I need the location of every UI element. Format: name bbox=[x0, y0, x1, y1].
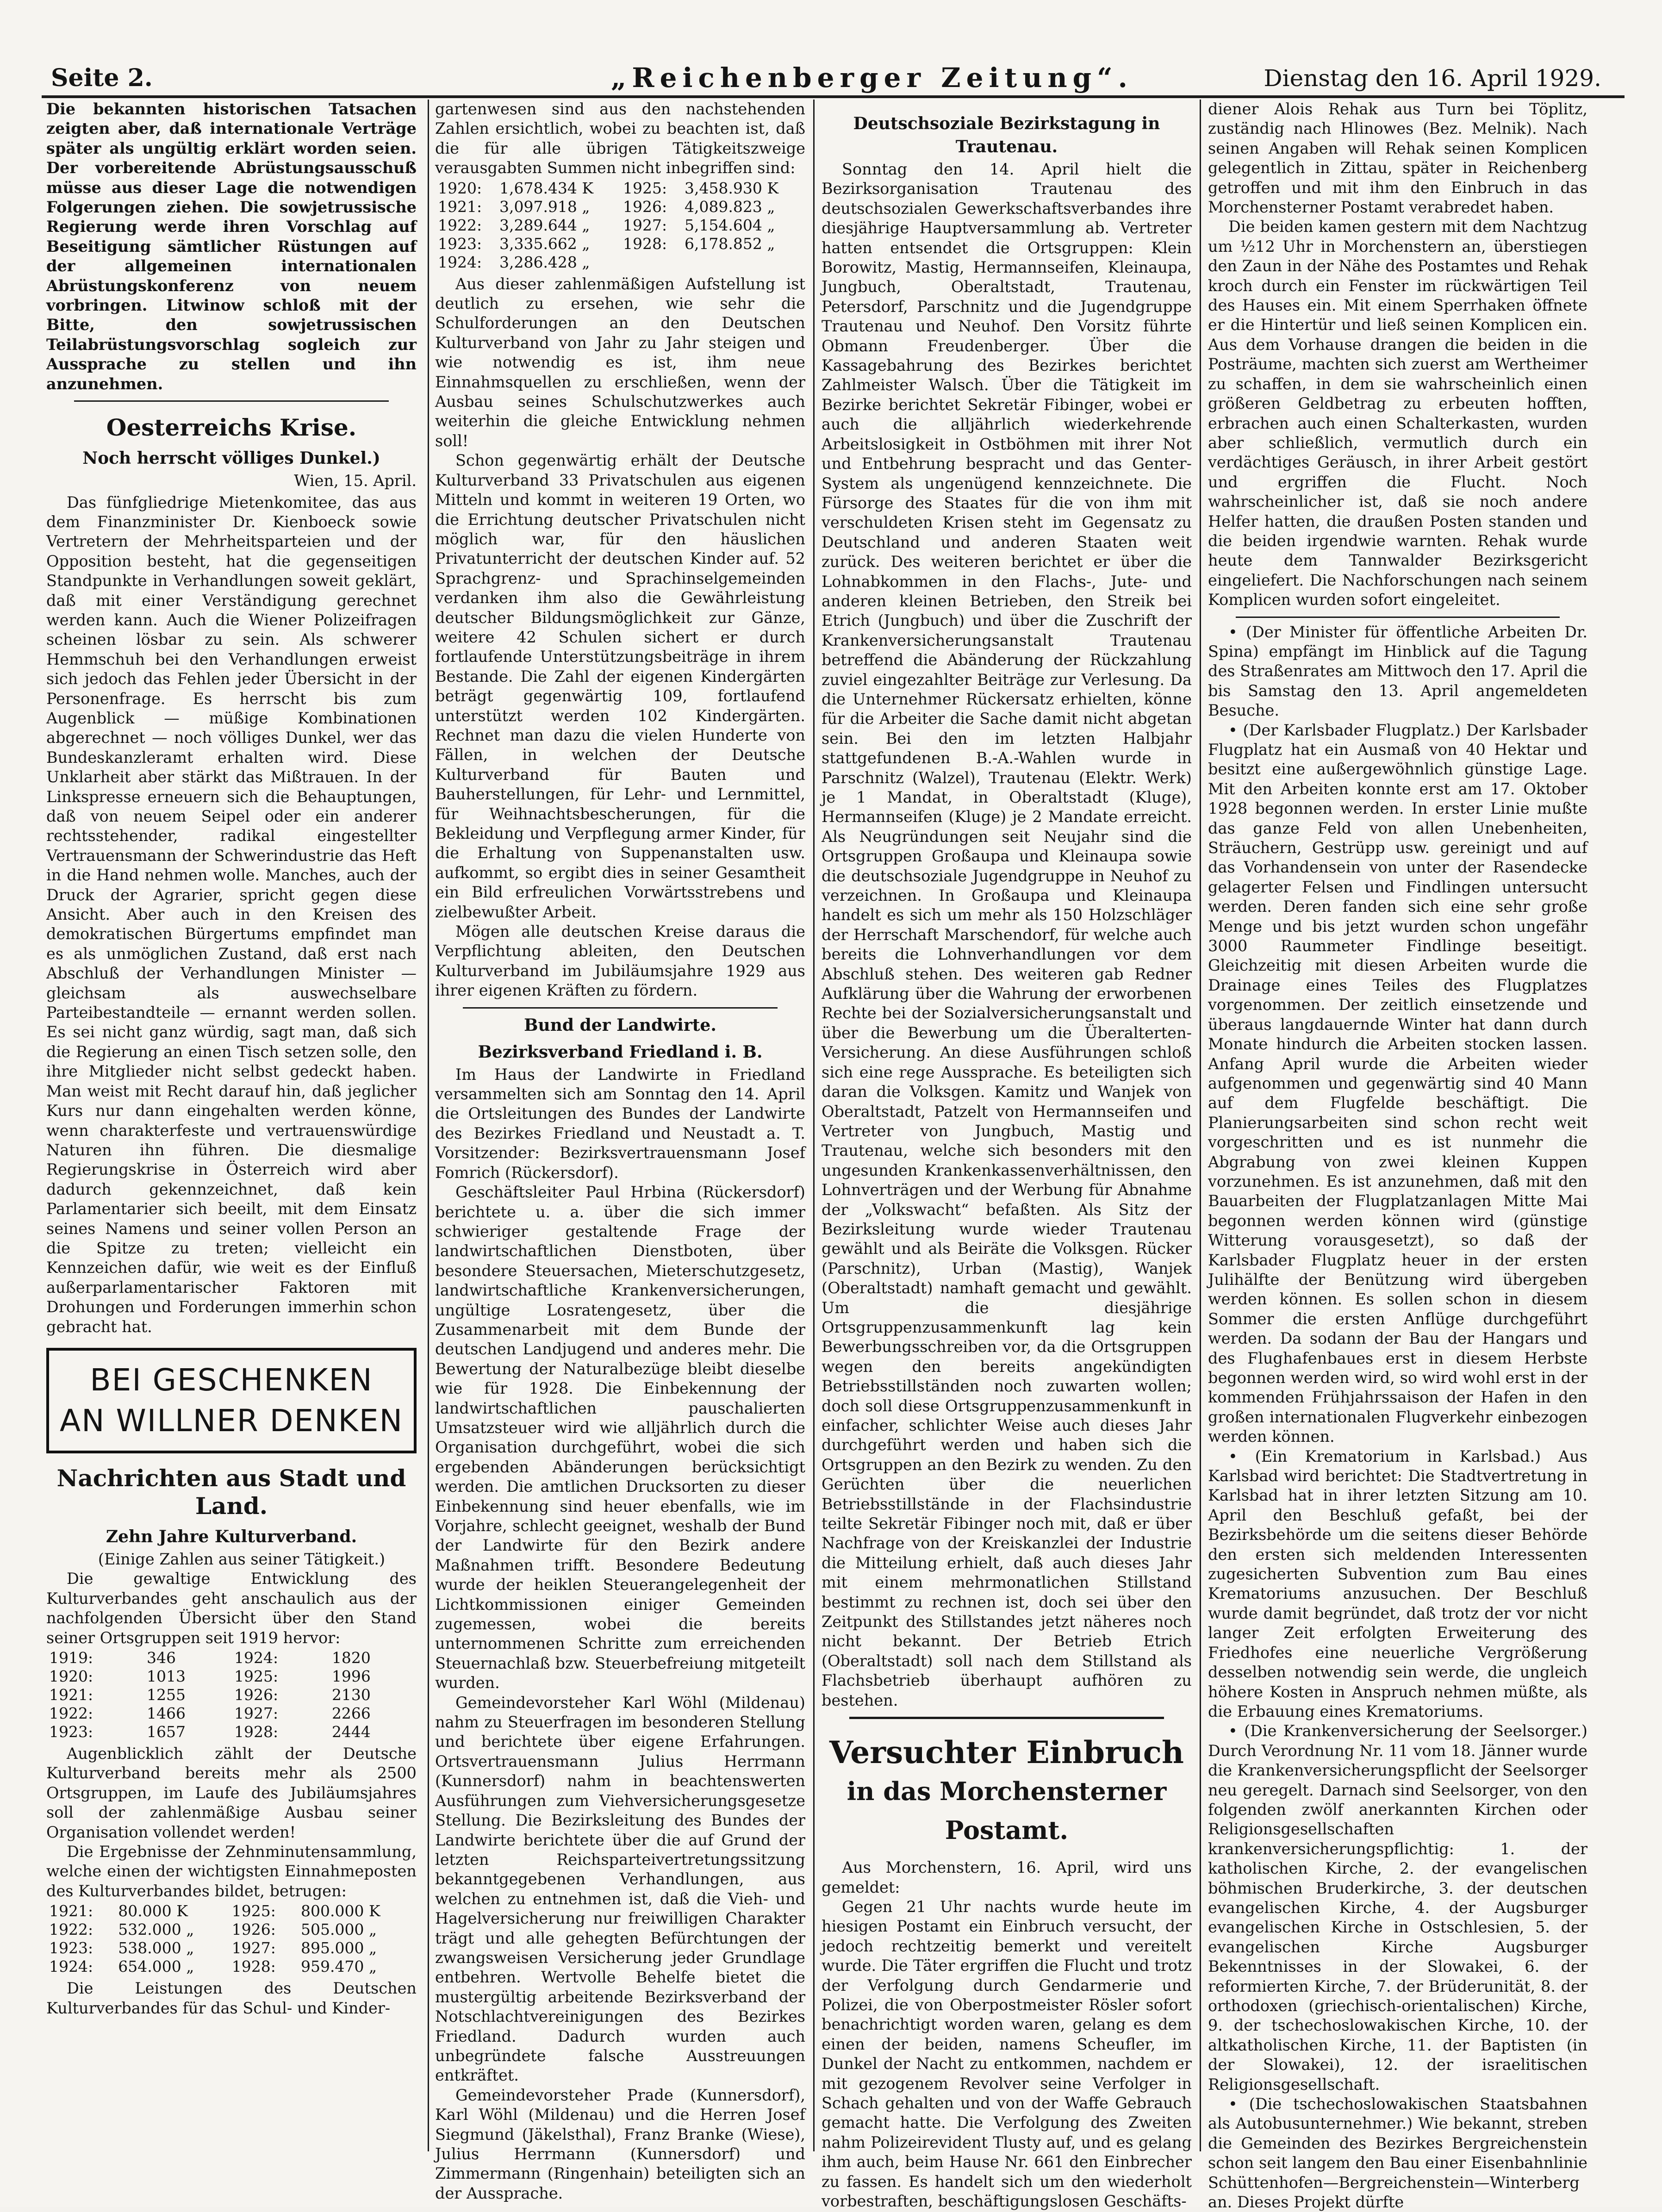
news-item: • (Die Krankenversicherung der Seelsorger.) Durch Verordnung Nr. 11 vom 18. Jänner wurde die Krankenversicherungspflicht der Seelsorger neu geregelt. Darnach sind Seelsorger, von den folgenden zwölf anerkannten Kirchen oder Religionsgesellschaften krankenversicherungspflichtig: 1. der katholischen Kirche, 2. der evangelischen böhmischen Bruderkirche, 3. der deutschen evangelischen Kirche, 4. der Augsburger evangelischen Kirche in Ostschlesien, 5. der evangelischen Kirche Augsburger Bekenntnisses in der Slowakei, 6. der reformierten Kirche, 7. der Brüderunität, 8. der orthodoxen (griechisch-orientalischen) Kirche, 9. der tschechoslowakischen Kirche, 10. der altkatholischen Kirche, 11. der Baptisten (in der Slowakei), 12. der israelitischen Religionsgesellschaft. bbox=[1208, 1722, 1587, 2094]
table-row: 1922: 1466 1927: 2266 bbox=[49, 1704, 371, 1722]
table-row: 1921: 3,097.918 „ 1926: 4,089.823 „ bbox=[438, 197, 775, 216]
article-paragraph: Die beiden kamen gestern mit dem Nachtzug um ½12 Uhr in Morchenstern an, überstiegen den Zaun in der Nähe des Postamtes und Rehak kroch durch ein Fenster im rückwärtigen Teil des Hauses ein. Mit einem Sperrhaken öffnete er die Hintertür und ließ seinen Komplicen ein. Aus dem Vorhause drangen die beiden in die Posträume, machten sich zuerst am Wertheimer zu schaffen, in dem sie wahrscheinlich einen größeren Geldbetrag zu erbeuten hofften, erbrachen auch einen Schalterkasten, wurden aber schließlich, vermutlich durch ein verdächtiges Geräusch, in ihrer Arbeit gestört und ergriffen die Flucht. Noch wahrscheinlicher ist, daß sie noch andere Helfer hatten, die draußen Posten standen und die beiden irgendwie warnten. Rehak wurde heute dem Tannwalder Bezirksgericht eingeliefert. Die Nachforschungen nach seinem Komplicen wurden sofort eingeleitet. bbox=[1208, 218, 1587, 609]
separator bbox=[1236, 617, 1560, 618]
table-row: 1921: 1255 1926: 2130 bbox=[49, 1686, 371, 1704]
article-text: Die bekannten historischen Tatsachen zeigten aber, daß internationale Verträge später als ungültig erklärt worden seien. Der vorbereitende Abrüstungsausschuß müsse aus dieser Lage die notwendigen Folgerungen ziehen. Die sowjetrussische Regierung werde ihren Vorschlag auf Beseitigung sämtlicher Rüstungen auf der allgemeinen internationalen Abrüstungskonferenz von neuem vorbringen. Litwinow schloß mit der Bitte, den sowjetrussischen Teilabrüstungsvorschlag sogleich zur Aussprache zu stellen und ihn anzunehmen. bbox=[46, 100, 417, 393]
table-row: 1920: 1013 1925: 1996 bbox=[49, 1667, 371, 1685]
article-paragraph: Gegen 21 Uhr nachts wurde heute im hiesigen Postamt ein Einbruch versucht, der jedoch rechtzeitig bemerkt und vereitelt wurde. Die Täter ergriffen die Flucht und trotz der Verfolgung durch Gendarmerie und Polizei, die von Oberpostmeister Rösler sofort benachrichtigt worden waren, gelang es dem einen der beiden, namens Scheufler, im Dunkel der Nacht zu entkommen, nachdem er mit gezogenem Revolver seine Verfolger in Schach gehalten und von der Waffe Gebrauch gemacht hatte. Die Verfolgung des Zweiten nahm Polizeirevident Tlusty auf, und es gelang ihm auch, beim Hause Nr. 661 den Einbrecher zu fassen. Es handelt sich um den wiederholt vorbestraften, beschäftigungslosen Geschäfts- bbox=[822, 1897, 1192, 2210]
article-headline: Oesterreichs Krise. bbox=[106, 414, 357, 442]
headline-line: in das Morchensterner Postamt. bbox=[847, 1776, 1167, 1845]
column-divider bbox=[813, 100, 815, 2151]
table-row: 1924: 654.000 „ 1928: 959.470 „ bbox=[49, 1957, 377, 1976]
news-item: • (Die tschechoslowakischen Staatsbahnen als Autobusunternehmer.) Wie bekannt, streben die Gemeinden des Bezirkes Bergreichenstein schon seit langem den Bau einer Eisenbahnlinie Schüttenhofen—Bergreichenstein—Winterberg an. Dieses Projekt dürfte bbox=[1208, 2095, 1587, 2212]
article-paragraph: gartenwesen sind aus den nachstehenden Zahlen ersichtlich, wobei zu beachten ist, daß die für alle übrigen Tätigkeitszweige verausgabten Summen nicht inbegriffen sind: bbox=[435, 100, 805, 177]
article-paragraph: Mögen alle deutschen Kreise daraus die Verpflichtung ableiten, den Deutschen Kulturverband im Jubiläumsjahre 1929 aus ihrer eigenen Kräften zu fördern. bbox=[435, 922, 805, 1000]
table-row: 1923: 538.000 „ 1927: 895.000 „ bbox=[49, 1939, 377, 1957]
article-headline: Deutschsoziale Bezirkstagung in bbox=[853, 114, 1160, 133]
table-row: 1923: 3,335.662 „ 1928: 6,178.852 „ bbox=[438, 234, 775, 253]
stats-table bbox=[46, 1902, 417, 1976]
article-headline bbox=[822, 1734, 1192, 1849]
issue-date: Dienstag den 16. April 1929. bbox=[1264, 65, 1601, 92]
section-headline: Nachrichten aus Stadt und Land. bbox=[56, 1464, 406, 1520]
ad-line: BEI GESCHENKEN bbox=[90, 1362, 373, 1398]
table-row: 1919: 346 1924: 1820 bbox=[49, 1649, 371, 1667]
table-row: 1921: 80.000 K 1925: 800.000 K bbox=[49, 1902, 380, 1920]
table-row: 1922: 532.000 „ 1926: 505.000 „ bbox=[49, 1920, 377, 1939]
newspaper-title: „Reichenberger Zeitung“. bbox=[611, 62, 1133, 93]
stats-table bbox=[435, 179, 805, 272]
article-paragraph: Das fünfgliedrige Mietenkomitee, das aus dem Finanzminister Dr. Kienboeck sowie Vertretern der Mehrheitsparteien und der Opposition besteht, hat die gegenseitigen Standpunkte in Verhandlungen soweit geklärt, daß mit einer Verständigung gerechnet werden kann. Auch die Wiener Polizeifragen scheinen lösbar zu sein. Als schwerer Hemmschuh bei den Verhandlungen erweist sich jedoch das Fehlen jeder Übersicht in der Personenfrage. Es herrscht bis zum Augenblick — müßige Kombinationen abgerechnet — noch völliges Dunkel, wer das Bundeskanzleramt erhalten wird. Diese Unklarheit aber stärkt das Mißtrauen. In der Linkspresse erneuern sich die Behauptungen, daß von neuem Seipel oder ein anderer rechtsstehender, radikal eingestellter Vertrauensmann der Schwerindustrie das Heft in die Hand nehmen wolle. Manches, auch der Druck der Agrarier, spricht gegen diese Ansicht. Aber auch in den Kreisen des demokratischen Bürgertums empfindet man es als unmöglichen Zustand, daß erst nach Abschluß der Verhandlungen Minister — gleichsam als auswechselbare Parteibestandteile — ernannt werden sollen. Es sei nicht ganz würdig, sagt man, daß sich die Regierung an einen Tisch setzen solle, den ihre Mitglieder nicht selbst gedeckt haben. Man weist mit Recht darauf hin, daß jeglicher Kurs nur dann eingehalten werden könne, wenn charakterfeste und vertrauenswürdige Naturen ihn führen. Die diesmalige Regierungskrise in Österreich wird aber dadurch gekennzeichnet, daß kein Parlamentarier sich beeilt, mit dem Einsatz seines Namens und seiner vollen Person an die Spitze zu treten; vielleicht ein Kennzeichen dafür, wie weit es der Einfluß außerparlamentarischer Faktoren mit Drohungen und Forderungen immerhin schon gebracht hat. bbox=[46, 493, 417, 1336]
masthead bbox=[32, 56, 1615, 97]
article-paragraph: Augenblicklich zählt der Deutsche Kulturverband bereits mehr als 2500 Ortsgruppen, im Laufe des Jubiläumsjahres soll der zahlenmäßige Ausbau seiner Organisation vollendet werden! bbox=[46, 1745, 417, 1841]
table-row: 1922: 3,289.644 „ 1927: 5,154.604 „ bbox=[438, 216, 775, 234]
article-headline: Zehn Jahre Kulturverband. bbox=[106, 1527, 357, 1546]
table-row: 1923: 1657 1928: 2444 bbox=[49, 1723, 371, 1741]
article-subhead: Bezirksverband Friedland i. B. bbox=[478, 1042, 763, 1062]
column-2 bbox=[435, 100, 805, 2202]
article-paragraph: Geschäftsleiter Paul Hrbina (Rückersdorf) berichtete u. a. über die sich immer schwieriger gestaltende Frage der landwirtschaftlichen Dienstboten, über besondere Steuersachen, Mieterschutzgesetz, landwirtschaftliche Krankenversicherungen, ungültige Losratengesetz, über die Zusammenarbeit mit dem Bunde der deutschen Landjugend und anderes mehr. Die Bewertung der Naturalbezüge bleibt dieselbe wie für 1928. Die Einbekennung der landwirtschaftlichen pauschalierten Umsatzsteuer wird wie alljährlich durch die Organisation durchgeführt, wobei die sich ergebenden Abänderungen berücksichtigt werden. Die amtlichen Drucksorten zu dieser Einbekennung sind heuer ebenfalls, wie im Vorjahre, schlecht geeignet, weshalb der Bund der Landwirte für den Bezirk andere Maßnahmen trifft. Besondere Bedeutung wurde der heiklen Steuerangelegenheit der Lichtkommissionen einiger Gemeinden zugemessen, wobei die bereits unternommenen Schritte zum erreichenden Steuernachlaß bzw. Steuerbefreiung mitgeteilt wurden. bbox=[435, 1183, 805, 1692]
table-row: 1920: 1,678.434 K 1925: 3,458.930 K bbox=[438, 179, 779, 197]
article-paragraph: Die Ergebnisse der Zehnminutensammlung, welche einen der wichtigsten Einnahmeposten des Kulturverbandes bildet, betrugen: bbox=[46, 1843, 417, 1900]
table-row: 1924: 3,286.428 „ bbox=[438, 253, 590, 271]
article-paragraph: Gemeindevorsteher Karl Wöhl (Mildenau) nahm zu Steuerfragen im besonderen Stellung und berichtete über eigene Erfahrungen. Ortsvertrauensmann Julius Herrmann (Kunnersdorf) nahm in beachtenswerten Ausführungen zum Viehversicherungsgesetze Stellung. Die Bezirksleitung des Bundes der Landwirte berichtete über die auf Grund der letzten Reichsparteivertretungssitzung bekanntgegebenen Verhandlungen, aus welchen zu entnehmen ist, daß die Vieh- und Hagelversicherung nur freiwilligen Charakter trägt und alle gehegten Befürchtungen der zwangsweisen Versicherung jeder Grundlage entbehren. Wertvolle Behelfe bietet die mustergültig arbeitende Bezirksverband der Notschlachtvereinigungen des Bezirkes Friedland. Dadurch wurden auch unbegründete falsche Ausstreuungen entkräftet. bbox=[435, 1693, 805, 2085]
article-paragraph: Sonntag den 14. April hielt die Bezirksorganisation Trautenau des deutschsozialen Gewerkschaftsverbandes ihre diesjährige Hauptversammlung ab. Vertreter hatten entsendet die Ortsgruppen: Klein Borowitz, Mastig, Hermannseifen, Kleinaupa, Jungbuch, Oberaltstadt, Trautenau, Petersdorf, Parschnitz und die Jugendgruppe Trautenau und Neuhof. Den Vorsitz führte Obmann Freudenberger. Über die Kassagebahrung des Bezirkes berichtet Zahlmeister Walsch. Über die Tätigkeit im Bezirke berichtet Sekretär Fibinger, wobei er auch die alljährlich wiederkehrende Arbeitslosigkeit in Ostböhmen mit ihrer Not und Entbehrung bespracht und das Genter-System als ungenügend kennzeichnete. Die Fürsorge des Staates für die von ihm mit verschuldeten Krisen steht im Gegensatz zu Deutschland und anderen Staaten weit zurück. Des weiteren berichtet er über die Lohnabkommen in den Flachs-, Jute- und anderen kleinen Betrieben, den Streik bei Etrich (Jungbuch) und über die Zuschrift der Krankenversicherungsanstalt Trautenau betreffend die Abänderung der Rückzahlung zuviel eingezahlter Beiträge zur Verlesung. Da die Unternehmer Rückersatz erhielten, könne für die Arbeiter die Sache damit nicht abgetan sein. Bei den im letzten Halbjahr stattgefundenen B.-A.-Wahlen wurde in Parschnitz (Walzel), Trautenau (Elektr. Werk) je 1 Mandat, in Oberaltstadt (Kluge), Hermannseifen (Kluge) je 2 Mandate erreicht. Als Neugründungen seit Neujahr sind die Ortsgruppen Großaupa und Kleinaupa sowie die deutschsoziale Jugendgruppe in Neuhof zu verzeichnen. In Großaupa und Kleinaupa handelt es sich um mehr als 150 Holzschläger der Herrschaft Marschendorf, für welche auch bereits die Lohnverhandlungen vor dem Abschluß stehen. Des weiteren gab Redner Aufklärung über die Wahrung der erworbenen Rechte bei der Sozialversicherungsanstalt und über die Bewerbung um die Überalterten-Versicherung. An diese Ausführungen schloß sich eine rege Aussprache. Es beteiligten sich daran die Volksgen. Kamitz und Wanjek von Oberaltstadt, Patzelt von Hermannseifen und Vertreter von Jungbuch, Mastig und Trautenau, welche sich besonders mit den ungesunden Krankenkassenverhältnissen, den Lohnverträgen und der Werbung für Abnahme der „Volkswacht“ befaßten. Als Sitz der Bezirksleitung wurde wieder Trautenau gewählt und als Beiräte die Volksgen. Rücker (Parschnitz), Urban (Mastig), Wanjek (Oberaltstadt) namhaft gemacht und gewählt. Um die diesjährige Ortsgruppenzusammenkunft lag kein Bewerbungsschreiben vor, da die Ortsgruppen wegen den bereits angekündigten Betriebsstillständen noch zuwarten wollen; doch soll diese Ortsgruppenzusammenkunft in einfacher, schlichter Weise auch dieses Jahr durchgeführt werden und haben sich die Ortsgruppen an den Bezirk zu wenden. Zu den Gerüchten über die neuerlichen Betriebsstillstände in der Flachsindustrie teilte Sekretär Fibinger noch mit, daß er über Nachfrage von der Kreiskanzlei der Industrie die Mitteilung erhielt, daß auch dieses Jahr mit einem mehrmonatlichen Stillstand bestimmt zu rechnen ist, doch sei über den Zeitpunkt des Stillstandes jetzt näheres noch nicht bekannt. Der Betrieb Etrich (Oberaltstadt) soll nach dem Stillstand als Flachsbetrieb überhaupt aufhören zu bestehen. bbox=[822, 160, 1192, 1709]
headline-line: Versuchter Einbruch bbox=[829, 1734, 1184, 1771]
advertisement bbox=[46, 1348, 417, 1453]
dateline: Wien, 15. April. bbox=[294, 472, 417, 490]
article-paragraph: Die Leistungen des Deutschen Kulturverbandes für das Schul- und Kinder- bbox=[46, 1979, 417, 2017]
article-paragraph: Im Haus der Landwirte in Friedland versammelten sich am Sonntag den 14. April die Ortsleitungen des Bundes der Landwirte des Bezirkes Friedland und Neustadt a. T. Vorsitzender: Bezirksvertrauensmann Josef Fomrich (Rückersdorf). bbox=[435, 1065, 805, 1182]
column-1 bbox=[46, 100, 417, 2151]
stats-table bbox=[46, 1649, 417, 1741]
article-paragraph: Gemeindevorsteher Prade (Kunnersdorf), Karl Wöhl (Mildenau) und die Herren Josef Siegmund (Jäkelsthal), Franz Branke (Wiese), Julius Herrmann (Kunnersdorf) und Zimmermann (Ringenhain) beteiligten sich an der Aussprache. bbox=[435, 2086, 805, 2202]
article-subhead: (Einige Zahlen aus seiner Tätigkeit.) bbox=[98, 1550, 386, 1568]
dateline: Aus Morchenstern, 16. April, wird uns gemeldet: bbox=[822, 1858, 1192, 1896]
ad-line: AN WILLNER DENKEN bbox=[60, 1402, 403, 1439]
article-headline: Bund der Landwirte. bbox=[524, 1015, 716, 1035]
column-3 bbox=[822, 100, 1192, 2210]
separator bbox=[463, 1007, 778, 1009]
news-item: • (Ein Krematorium in Karlsbad.) Aus Karlsbad wird berichtet: Die Stadtvertretung in Karlsbad hat in ihrer letzten Sitzung am 10. April den Beschluß gefaßt, bei der Bezirksbehörde um die seitens dieser Behörde den ersten sich meldenden Interessenten zugesicherten Subvention zum Bau eines Krematoriums anzusuchen. Der Beschluß wurde damit begründet, daß trotz der vor nicht langer Zeit erfolgten Erweiterung des Friedhofes eine neuerliche Vergrößerung desselben notwendig sein werde, die ungleich höhere Kosten in Anspruch nehmen müßte, als die Erbauung eines Krematoriums. bbox=[1208, 1447, 1587, 1720]
article-headline: Trautenau. bbox=[955, 137, 1058, 156]
article-paragraph: Schon gegenwärtig erhält der Deutsche Kulturverband 33 Privatschulen aus eigenen Mitteln und kommt in weiteren 19 Orten, wo die Errichtung deutscher Privatschulen nicht möglich war, für den häuslichen Privatunterricht der deutschen Kinder auf. 52 Sprachgrenz- und Sprachinselgemeinden verdanken ihm also die Gewährleistung deutscher Bildungsmöglichkeit zur Gänze, weitere 42 Schulen sichert er durch fortlaufende Unterstützungsbeiträge in ihrem Bestande. Die Zahl der eigenen Kindergärten beträgt gegenwärtig 109, fortlaufend unterstützt werden 102 Kindergärten. Rechnet man dazu die vielen Hunderte von Fällen, in welchen der Deutsche Kulturverband für Bauten und Bauherstellungen, für Lehr- und Lernmittel, für Weihnachtsbescherungen, für die Bekleidung und Verpflegung armer Kinder, für die Erhaltung von Suppenanstalten usw. aufkommt, so ergibt dies in seiner Gesamtheit ein Bild erfreulichen Vorwärtsstrebens und zielbewußter Arbeit. bbox=[435, 451, 805, 921]
article-paragraph: diener Alois Rehak aus Turn bei Töplitz, zuständig nach Hlinowes (Bez. Melnik). Nach seinen Angaben will Rehak seinen Komplicen gelegentlich in Zittau, später in Reichenberg getroffen und mit ihm den Einbruch in das Morchensterner Postamt verabredet haben. bbox=[1208, 100, 1587, 217]
article-subhead: Noch herrscht völliges Dunkel.) bbox=[82, 449, 380, 468]
article-paragraph: Die gewaltige Entwicklung des Kulturverbandes geht anschaulich aus der nachfolgenden Übersicht über den Stand seiner Ortsgruppen seit 1919 hervor: bbox=[46, 1570, 417, 1647]
separator bbox=[74, 400, 389, 402]
separator bbox=[849, 1717, 1164, 1719]
news-item: • (Der Minister für öffentliche Arbeiten Dr. Spina) empfängt im Hinblick auf die Tagung des Straßenrates am Mittwoch den 17. April die bis Samstag den 13. April angemeldeten Besuche. bbox=[1208, 623, 1587, 720]
masthead-rule bbox=[42, 95, 1625, 98]
column-divider bbox=[1200, 100, 1201, 2151]
column-divider bbox=[428, 100, 429, 2151]
column-4 bbox=[1208, 100, 1587, 2212]
news-item: • (Der Karlsbader Flugplatz.) Der Karlsbader Flugplatz hat ein Ausmaß von 40 Hektar und besitzt eine außergewöhnlich günstige Lage. Mit den Arbeiten konnte erst am 17. Oktober 1928 begonnen werden. In erster Linie mußte das ganze Feld von allen Unebenheiten, Sträuchern, Gestrüpp usw. gereinigt und auf das Vorhandensein von unter der Rasendecke gelagerter Felsen und Findlingen untersucht werden. Deren fanden sich eine sehr große Menge und bis jetzt wurden schon ungefähr 3000 Raummeter Findlinge beseitigt. Gleichzeitig mit diesen Arbeiten wurde die Drainage eines Teiles des Flugplatzes vorgenommen. Der zeitlich einsetzende und überaus langdauernde Winter hat dann durch Monate hindurch die Arbeiten stocken lassen. Anfang April wurde die Arbeiten wieder aufgenommen und gegenwärtig sind 40 Mann auf dem Flugfelde beschäftigt. Die Planierungsarbeiten sind schon recht weit vorgeschritten und es ist nunmehr die Abgrabung von zwei kleinen Kuppen vorzunehmen. Es ist anzunehmen, daß mit den Bauarbeiten der Flugplatzanlagen Mitte Mai begonnen werden können wird (günstige Witterung vorausgesetzt), so daß der Karlsbader Flugplatz heuer in der ersten Julihälfte der Benützung wird übergeben werden können. Es sollen schon in diesem Sommer die ersten Anflüge durchgeführt werden. Da sodann der Bau der Hangars und des Flughafenbaues erst in diesem Herbste begonnen werden wird, so wird wohl erst in der kommenden Frühjahrssaison der Hafen in den großen internationalen Flugverkehr einbezogen werden können. bbox=[1208, 721, 1587, 1446]
article-paragraph: Aus dieser zahlenmäßigen Aufstellung ist deutlich zu ersehen, wie sehr die Schulforderungen an den Deutschen Kulturverband von Jahr zu Jahr steigen und wie notwendig es ist, ihm neue Einnahmsquellen zu erschließen, wenn der Ausbau seines Schulschutzwerkes auch weiterhin die gleiche Entwicklung nehmen soll! bbox=[435, 274, 805, 450]
page-number: Seite 2. bbox=[51, 64, 153, 92]
